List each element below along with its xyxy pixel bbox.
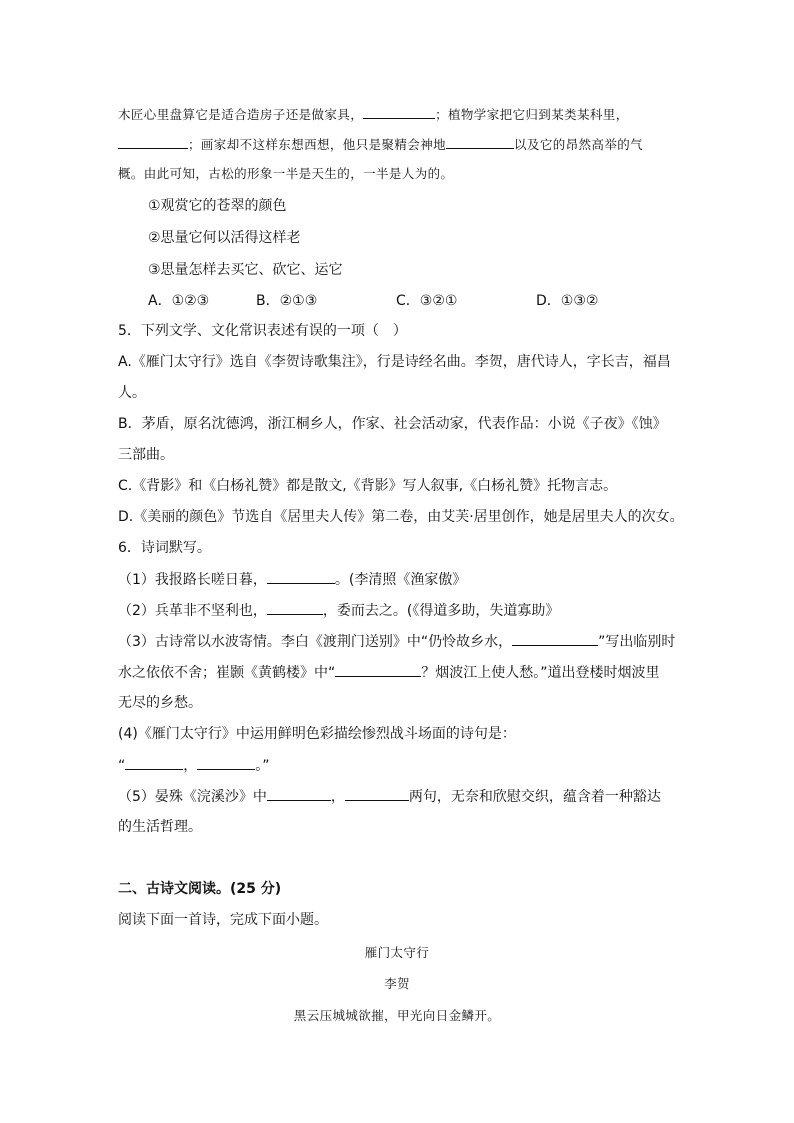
passage-line-1 — [118, 104, 629, 125]
answer-blank[interactable] — [335, 662, 421, 677]
q5-option-d: D.《美丽的颜色》节选自《居里夫人传》第二卷，由艾芙·居里创作，她是居里夫人的次女。 — [118, 509, 684, 525]
q6-item-3-line3: 无尽的乡愁。 — [118, 695, 202, 711]
q5-option-b-line1: B．茅盾，原名沈德鸿，浙江桐乡人，作家、社会活动家，代表作品：小说《子夜》《蚀》 — [118, 416, 667, 432]
q5-option-a-line2: 人。 — [118, 385, 146, 401]
choice-2: ②思量它何以活得这样老 — [148, 230, 301, 246]
q6-stem: 6．诗词默写。 — [118, 540, 211, 556]
choice-1: ①观赏它的苍翠的颜色 — [148, 198, 287, 214]
question-text: （5）晏殊《浣溪沙》中 — [118, 789, 267, 805]
question-text: ？烟波江上使人愁。”道出登楼时烟波里 — [421, 665, 660, 681]
option-d[interactable]: D．①③② — [536, 293, 599, 309]
option-c[interactable]: C．③②① — [396, 293, 458, 309]
answer-blank[interactable] — [512, 631, 598, 646]
option-a[interactable]: A．①②③ — [148, 293, 210, 309]
answer-blank[interactable] — [446, 134, 514, 149]
question-text: （3）古诗常以水波寄情。李白《渡荆门送别》中“仍怜故乡水， — [118, 634, 513, 650]
answer-blank[interactable] — [197, 755, 255, 770]
q6-item-4-line1: (4)《雁门太守行》中运用鲜明色彩描绘惨烈战斗场面的诗句是： — [118, 726, 516, 742]
answer-blank[interactable] — [125, 755, 183, 770]
passage-text: ；植物学家把它归到某类某科里， — [435, 107, 629, 122]
q6-item-3-line1 — [118, 631, 675, 652]
passage-text: 以及它的昂然高举的气 — [514, 137, 644, 152]
q6-item-1 — [118, 569, 466, 590]
q6-item-5-line1 — [118, 786, 661, 807]
poem-line-1: 黑云压城城欲摧，甲光向日金鳞开。 — [293, 1008, 501, 1023]
question-text: 。” — [255, 758, 270, 774]
choice-3: ③思量怎样去买它、砍它、运它 — [148, 262, 343, 278]
q6-item-5-line2: 的生活哲理。 — [118, 819, 202, 835]
poem-author: 李贺 — [384, 976, 410, 991]
question-text: 水之依依不舍；崔颢《黄鹤楼》中“ — [118, 665, 336, 681]
q5-option-b-line2: 三部曲。 — [118, 447, 174, 463]
q5-stem: 5．下列文学、文化常识表述有误的一项（ ） — [118, 323, 407, 339]
section-instruction: 阅读下面一首诗，完成下面小题。 — [118, 912, 328, 928]
answer-blank[interactable] — [267, 600, 323, 615]
question-text: （2）兵革非不坚利也， — [118, 603, 267, 619]
question-text: 。(李清照《渔家傲》 — [334, 572, 467, 588]
answer-blank[interactable] — [345, 786, 409, 801]
passage-text: ；画家却不这样东想西想，他只是聚精会神地 — [188, 137, 447, 152]
passage-text: 木匠心里盘算它是适合造房子还是做家具， — [118, 107, 364, 122]
question-text: （1）我报路长嗟日暮， — [118, 572, 267, 588]
section-heading: 二、古诗文阅读。(25 分) — [118, 881, 282, 897]
question-text: ，委而去之。(《得道多助，失道寡助》 — [322, 603, 560, 619]
passage-line-3: 概。由此可知，古松的形象一半是天生的，一半是人为的。 — [118, 166, 454, 181]
q6-item-3-line2 — [118, 662, 660, 683]
answer-blank[interactable] — [267, 569, 335, 584]
poem-title: 雁门太守行 — [364, 945, 430, 960]
q6-item-4-line2 — [118, 755, 270, 776]
q6-item-2 — [118, 600, 559, 621]
question-text: ， — [330, 789, 345, 805]
question-text: ”写出临别时 — [598, 634, 676, 650]
question-text: “ — [118, 758, 126, 774]
q5-option-a-line1: A.《雁门太守行》选自《李贺诗歌集注》，行是诗经名曲。李贺，唐代诗人，字长吉，福昌 — [118, 354, 671, 370]
answer-blank[interactable] — [267, 786, 331, 801]
question-text: 两句，无奈和欣慰交织，蕴含着一种豁达 — [408, 789, 661, 805]
passage-line-2 — [118, 134, 643, 155]
option-b[interactable]: B．②①③ — [256, 293, 318, 309]
question-text: ， — [183, 758, 198, 774]
q5-option-c: C.《背影》和《白杨礼赞》都是散文,《背影》写人叙事,《白杨礼赞》托物言志。 — [118, 478, 618, 494]
options-row — [148, 291, 598, 311]
answer-blank[interactable] — [363, 104, 435, 119]
answer-blank[interactable] — [118, 134, 188, 149]
